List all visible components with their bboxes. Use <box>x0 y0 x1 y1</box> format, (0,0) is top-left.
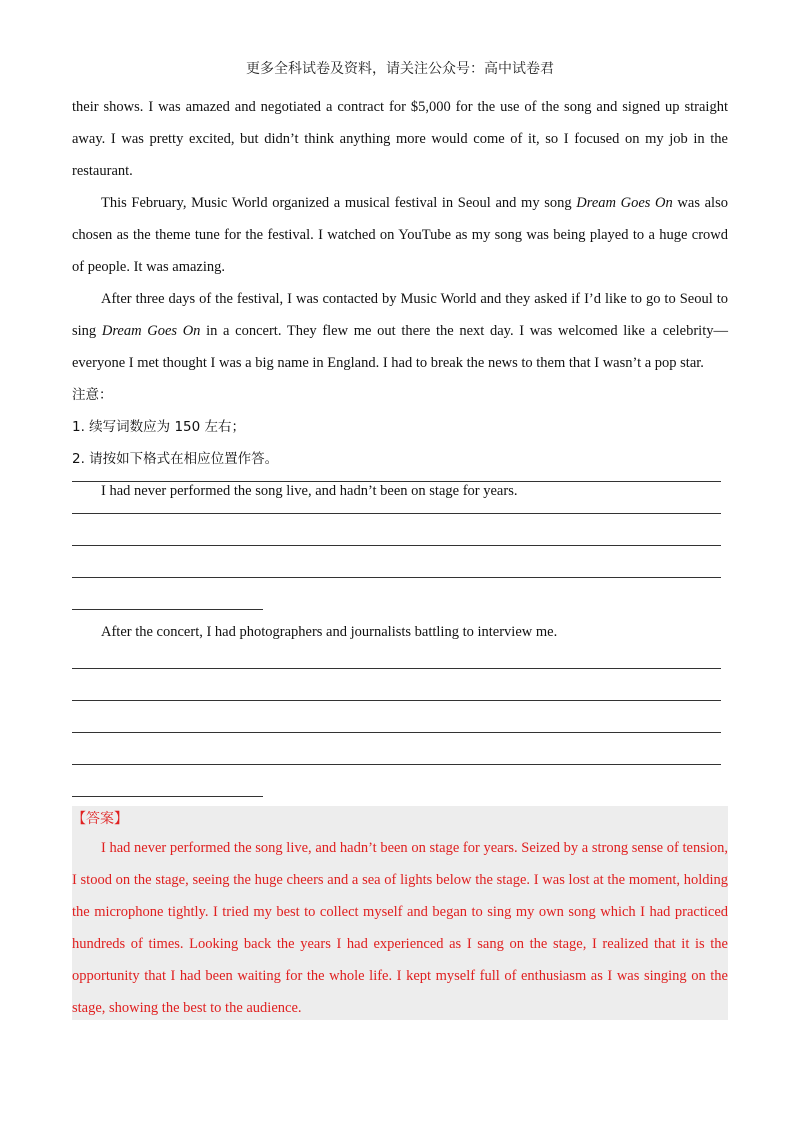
notes-item-1: 1. 续写词数应为 150 左右； <box>72 419 246 435</box>
passage-text: This February, Music World organized a musical festival in Seoul and my song <box>101 195 577 211</box>
answer-line <box>72 796 263 797</box>
passage-text: After three days of the festival, I was contacted by Music World and they asked if I’d like to go to Seoul to sing <box>72 291 728 339</box>
answer-line <box>72 609 263 610</box>
passage-paragraph-1: their shows. I was amazed and negotiated a contract for $5,000 for the use of the song and signed up straight away. I was pretty excited, but didn’t think anything more would come of it, so I focused on my job in the restaurant. <box>72 99 728 179</box>
answer-line <box>72 764 721 765</box>
answer-line <box>72 700 721 701</box>
passage-text: was also chosen as the theme tune for the festival. I watched on YouTube as my song was being played to a huge crowd of people. It was amazing. <box>72 195 728 275</box>
notes-item-2: 2. 请按如下格式在相应位置作答。 <box>72 451 279 467</box>
answer-line <box>72 481 721 482</box>
page-header: 更多全科试卷及资料，请关注公众号：高中试卷君 <box>246 61 554 77</box>
prompt-second: After the concert, I had photographers and journalists battling to interview me. <box>101 624 558 640</box>
song-title: Dream Goes On <box>101 323 201 339</box>
answer-label: 【答案】 <box>72 811 128 827</box>
prompt-first: I had never performed the song live, and hadn’t been on stage for years. <box>101 483 518 499</box>
answer-line <box>72 668 721 669</box>
passage-paragraph-2 <box>72 187 728 283</box>
answer-line <box>72 732 721 733</box>
answer-text: I had never performed the song live, and hadn’t been on stage for years. Seized by a strong sense of tension, I stood on the stage, seeing the huge cheers and a sea of lights below the stage. I was lost at the moment, holding the microphone tightly. I tried my best to collect myself and began to sing my own song which I had practiced hundreds of times. Looking back the years I had experienced as I sang on the stage, I realized that it is the opportunity that I had been waiting for the whole life. I kept myself full of enthusiasm as I was singing on the stage, showing the best to the audience. <box>72 840 728 1016</box>
song-title: Dream Goes On <box>576 195 673 211</box>
prompt-second-block <box>72 616 728 648</box>
answer-line <box>72 545 721 546</box>
passage-paragraph-3 <box>72 283 728 379</box>
notes-label: 注意： <box>72 387 113 403</box>
answer-line <box>72 513 721 514</box>
passage-text: in a concert. They flew me out there the next day. I was welcomed like a celebrity—everyone I met thought I was a big name in England. I had to break the news to them that I wasn’t a pop star. <box>72 323 728 371</box>
answer-line <box>72 577 721 578</box>
passage <box>72 91 728 507</box>
